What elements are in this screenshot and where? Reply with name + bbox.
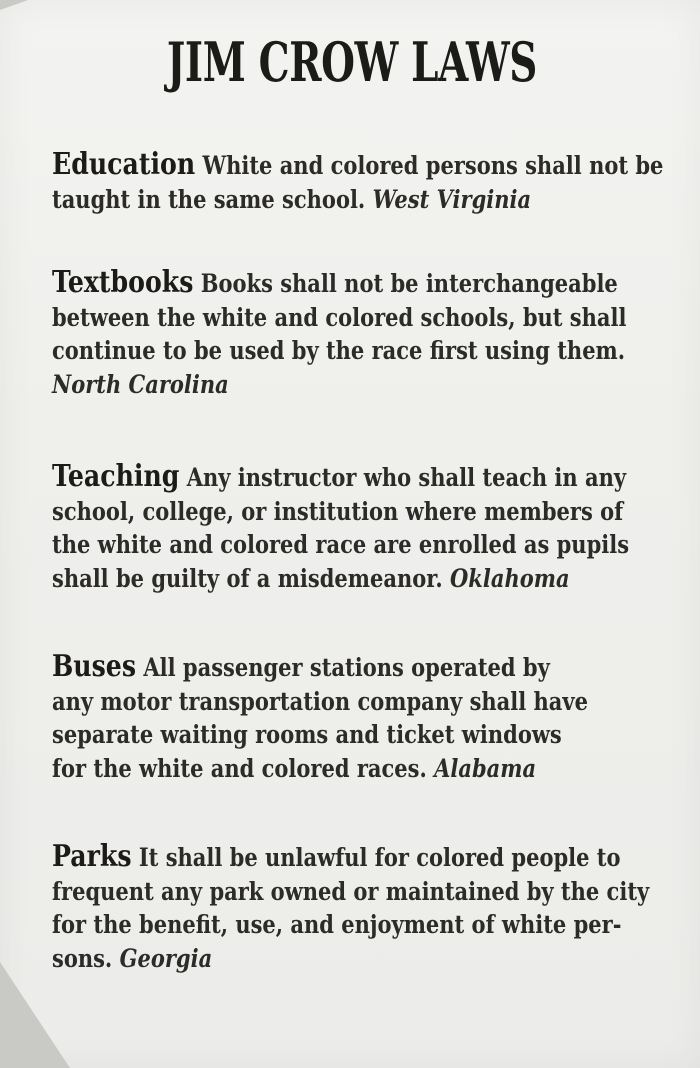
- law-teaching: [52, 460, 692, 596]
- law-line: [52, 752, 590, 786]
- law-text: It shall be unlawful for colored people to: [138, 843, 621, 872]
- law-line: [52, 459, 627, 495]
- law-line: [52, 908, 622, 942]
- law-text: sons.: [52, 944, 113, 974]
- law-line: [52, 183, 590, 217]
- law-textbooks: [52, 266, 692, 402]
- law-line: [52, 875, 650, 909]
- law-line: [52, 839, 621, 875]
- law-heading: Education: [52, 147, 196, 182]
- law-line: [52, 562, 590, 596]
- law-line: [52, 718, 590, 752]
- law-buses: [52, 650, 692, 786]
- law-line: [52, 685, 590, 719]
- law-line: [52, 495, 624, 529]
- law-heading: Parks: [52, 839, 132, 874]
- page-title: JIM CROW LAWS: [166, 30, 538, 94]
- law-text: taught in the same school.: [52, 184, 366, 214]
- law-heading: Textbooks: [52, 265, 194, 300]
- law-text: frequent any park owned or maintained by the city: [52, 876, 650, 906]
- law-education: [52, 148, 692, 216]
- law-text: any motor transportation company shall have: [52, 686, 588, 716]
- law-state: West Virginia: [372, 184, 532, 214]
- law-text: school, college, or institution where members of: [52, 496, 624, 526]
- law-text: separate waiting rooms and ticket windows: [52, 720, 562, 750]
- law-line: [52, 942, 590, 976]
- law-text: for the benefit, use, and enjoyment of white per-: [52, 910, 622, 940]
- law-text: continue to be used by the race first using them.: [52, 336, 626, 366]
- law-text: shall be guilty of a misdemeanor.: [52, 564, 443, 594]
- law-line: [52, 147, 664, 183]
- law-parks: [52, 840, 692, 976]
- law-line: [52, 528, 630, 562]
- law-line: [52, 650, 590, 685]
- law-line: [52, 301, 627, 335]
- law-line: [52, 265, 618, 301]
- law-text: White and colored persons shall not be: [202, 151, 664, 180]
- law-line: [52, 334, 626, 368]
- law-text: between the white and colored schools, but shall: [52, 302, 627, 332]
- law-text: Any instructor who shall teach in any: [186, 463, 627, 492]
- law-text: Books shall not be interchangeable: [200, 269, 618, 298]
- law-state: Georgia: [119, 944, 213, 974]
- law-line: [52, 368, 590, 402]
- law-state: North Carolina: [52, 370, 229, 400]
- law-heading: Buses: [52, 649, 137, 684]
- law-state: Oklahoma: [450, 564, 570, 594]
- law-heading: Teaching: [52, 459, 180, 494]
- law-text: the white and colored race are enrolled as pupils: [52, 530, 630, 560]
- law-text: All passenger stations operated by: [143, 653, 550, 682]
- law-text: for the white and colored races.: [52, 754, 427, 784]
- law-state: Alabama: [434, 754, 537, 784]
